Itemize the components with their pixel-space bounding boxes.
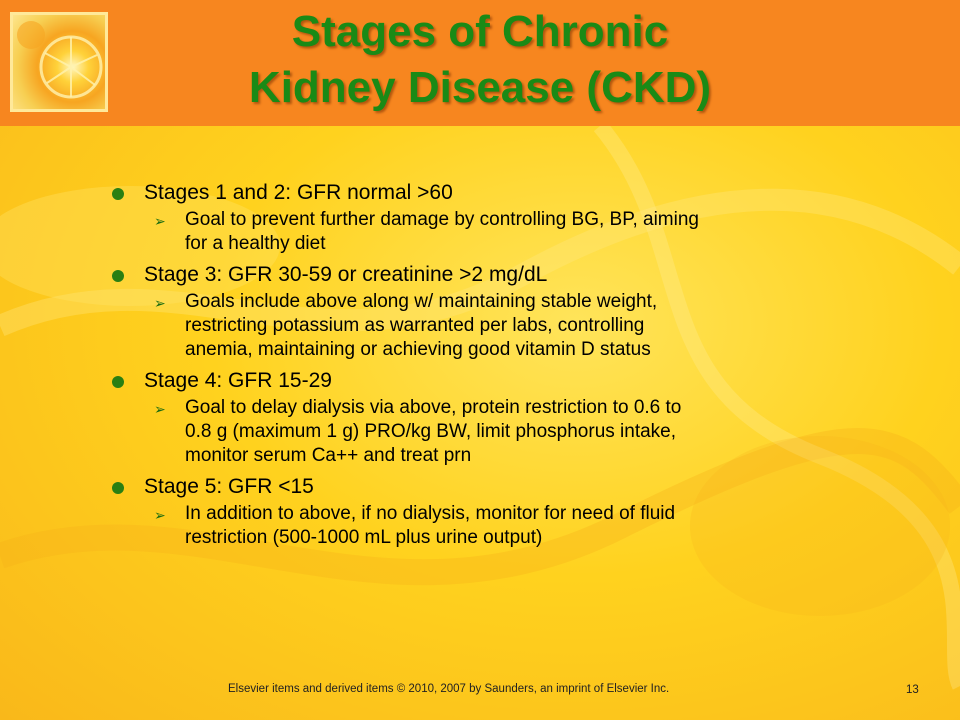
bullet-level2 <box>108 502 868 550</box>
list-item <box>108 472 868 550</box>
arrowhead-bullet-icon: ➢ <box>154 213 166 229</box>
circle-bullet-icon <box>112 376 124 388</box>
bullet-level1 <box>108 260 868 290</box>
sub-bullet-line: 0.8 g (maximum 1 g) PRO/kg BW, limit phosphorus intake, <box>185 421 677 442</box>
sub-bullet-line: anemia, maintaining or achieving good vitamin D status <box>185 339 651 360</box>
bullet-level1 <box>108 178 868 208</box>
header-bar <box>0 0 960 126</box>
sub-bullet-line: for a healthy diet <box>185 233 326 254</box>
bullet-text: Stage 5: GFR <15 <box>144 475 314 498</box>
sub-bullet-line: restriction (500-1000 mL plus urine output) <box>185 527 543 548</box>
circle-bullet-icon <box>112 482 124 494</box>
bullet-text: Stage 3: GFR 30-59 or creatinine >2 mg/dL <box>144 263 548 286</box>
sub-bullet-line: monitor serum Ca++ and treat prn <box>185 445 472 466</box>
arrowhead-bullet-icon: ➢ <box>154 401 166 417</box>
bullet-level2 <box>108 290 868 362</box>
bullet-level2 <box>108 396 868 468</box>
bullet-level2 <box>108 208 868 256</box>
list-item <box>108 260 868 362</box>
sub-bullet-line: Goals include above along w/ maintaining stable weight, <box>185 291 658 312</box>
list-item <box>108 178 868 256</box>
copyright-footer: Elsevier items and derived items © 2010, 2007 by Saunders, an imprint of Elsevier Inc. <box>228 683 670 695</box>
arrowhead-bullet-icon: ➢ <box>154 295 166 311</box>
bullet-list <box>108 178 868 554</box>
circle-bullet-icon <box>112 270 124 282</box>
bullet-level1 <box>108 472 868 502</box>
sub-bullet-line: In addition to above, if no dialysis, monitor for need of fluid <box>185 503 676 524</box>
slide-title-line1: Stages of Chronic <box>291 7 669 56</box>
orange-slice-logo <box>10 12 108 112</box>
sub-bullet-line: Goal to delay dialysis via above, protein restriction to 0.6 to <box>185 397 682 418</box>
slide-title-line2: Kidney Disease (CKD) <box>248 63 712 112</box>
arrowhead-bullet-icon: ➢ <box>154 507 166 523</box>
circle-bullet-icon <box>112 188 124 200</box>
sub-bullet-line: Goal to prevent further damage by controlling BG, BP, aiming <box>185 209 699 230</box>
bullet-text: Stages 1 and 2: GFR normal >60 <box>144 181 453 204</box>
bullet-text: Stage 4: GFR 15-29 <box>144 369 332 392</box>
sub-bullet-line: restricting potassium as warranted per labs, controlling <box>185 315 645 336</box>
list-item <box>108 366 868 468</box>
bullet-level1 <box>108 366 868 396</box>
page-number: 13 <box>906 684 919 696</box>
